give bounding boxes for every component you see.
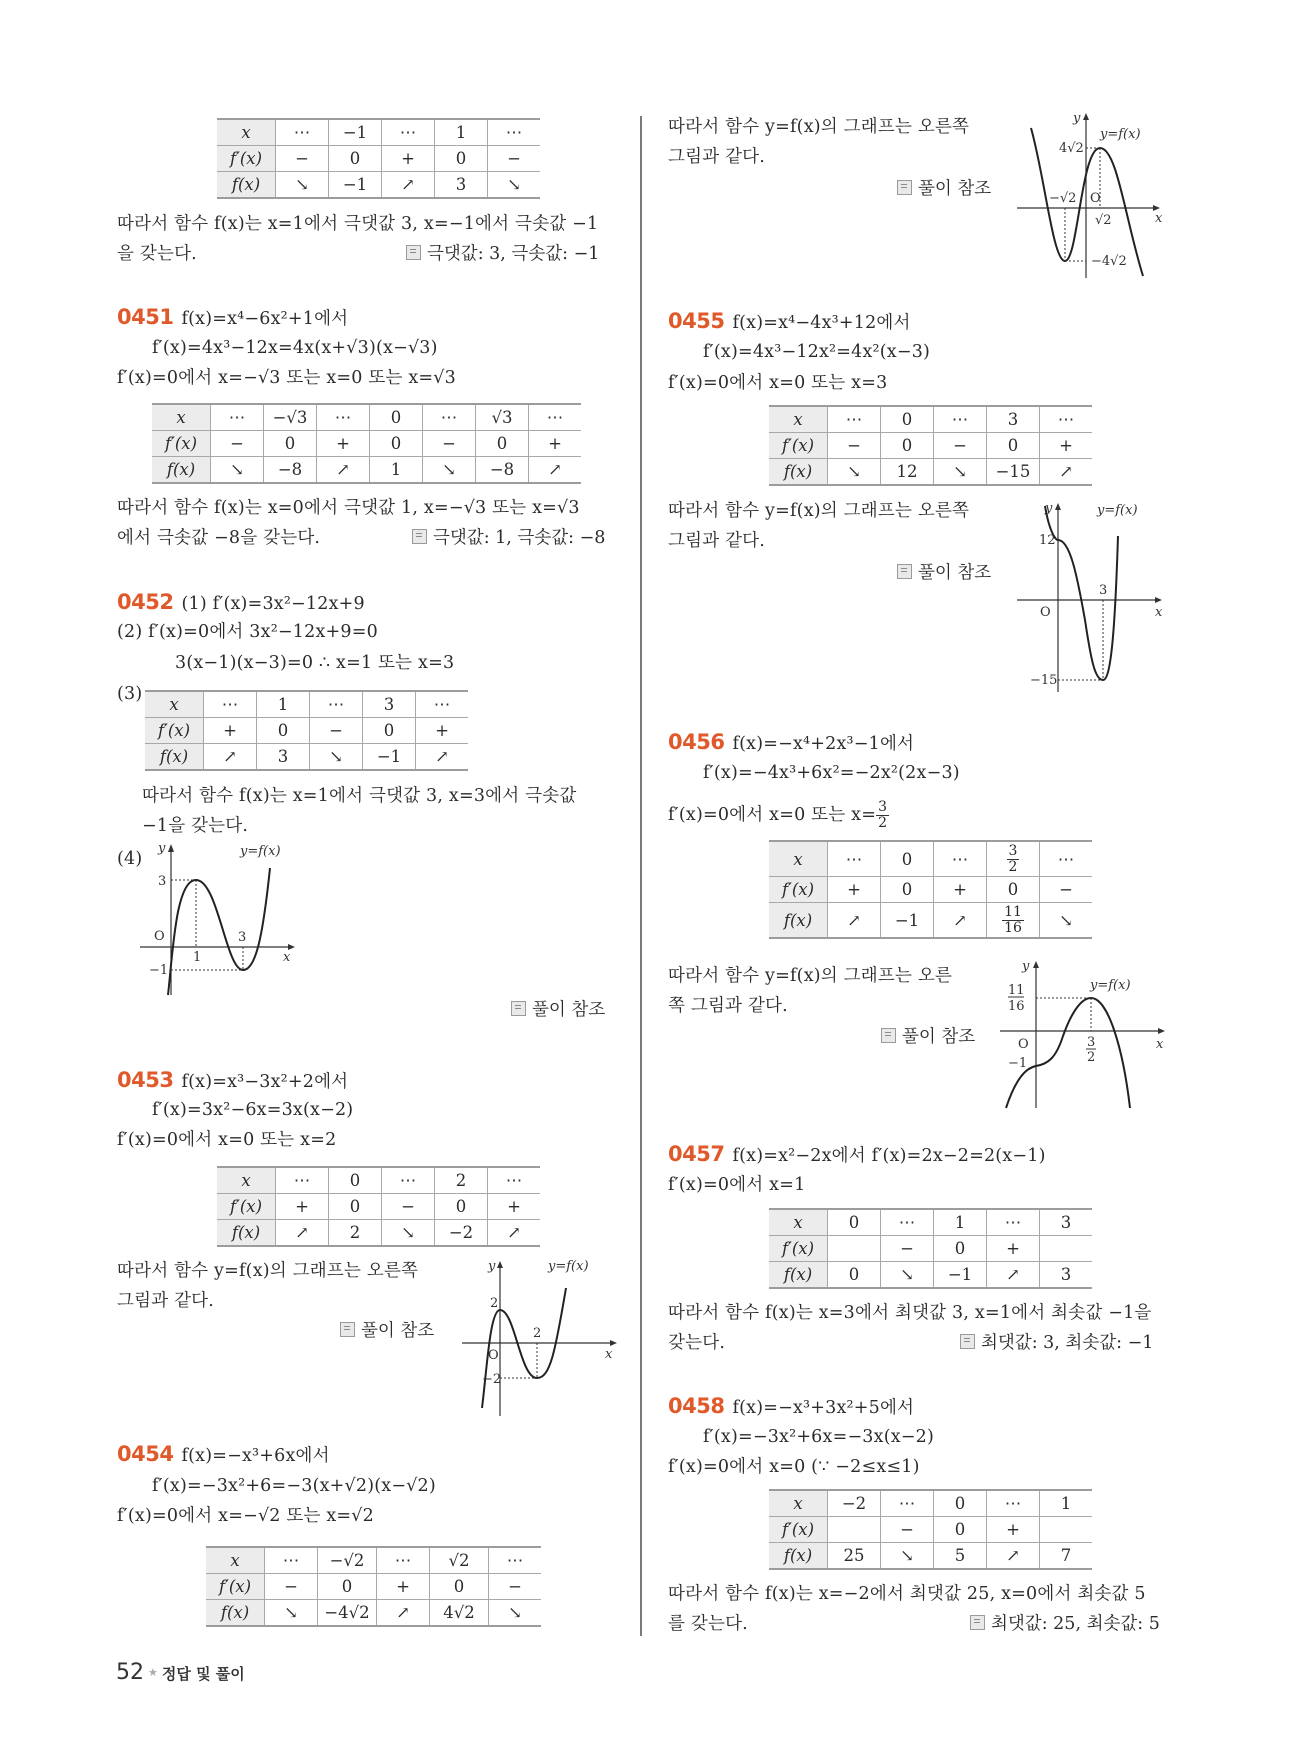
graph-0456 [998, 958, 1168, 1113]
conclusion-text: 쪽 그림과 같다. [668, 996, 788, 1016]
graph-0454 [1015, 108, 1165, 283]
conclusion-text: 갖는다. [668, 1333, 726, 1353]
conclusion-text: 그림과 같다. [668, 147, 766, 167]
problem-0455-header: 0455 f(x)=x⁴−4x³+12에서 [668, 309, 911, 333]
answer-0455: 풀이 참조 [897, 562, 991, 584]
fraction-cell: $\frac{11}{16}$ [987, 903, 1040, 939]
variation-table-0451: x ⋯ −√3 ⋯ 0 ⋯ √3 ⋯ f′(x) − 0 + 0 − 0 + f(x) ↘ −8 ↗ 1 ↘ −8 ↗ [152, 403, 581, 484]
answer-0457: 최댓값: 3, 최솟값: −1 [960, 1332, 1153, 1354]
variation-table-0453: x ⋯ 0 ⋯ 2 ⋯ f′(x) + 0 − 0 + f(x) ↗ 2 ↘ −2 ↗ [217, 1166, 540, 1247]
svg-text:x: x [283, 950, 291, 965]
svg-text:O: O [488, 1348, 499, 1363]
svg-text:y: y [1045, 501, 1053, 516]
answer-0456: 풀이 참조 [881, 1026, 975, 1048]
answer-0450: 극댓값: 3, 극솟값: −1 [406, 243, 599, 265]
equation-line: (2) f′(x)=0에서 3x²−12x+9=0 [117, 622, 378, 642]
critical-points-line: f′(x)=0에서 x=−√2 또는 x=√2 [117, 1506, 374, 1526]
critical-points-line: f′(x)=0에서 x=0 또는 x=2 [117, 1130, 337, 1150]
critical-points-line: f′(x)=0에서 x=0 또는 x=3 [668, 373, 888, 393]
answer-0452: 풀이 참조 [511, 999, 605, 1021]
conclusion-text: −1을 갖는다. [142, 816, 249, 836]
svg-text:y: y [1022, 959, 1030, 974]
svg-text:−1: −1 [149, 963, 169, 978]
svg-text:11: 11 [1008, 983, 1025, 998]
page-footer [116, 1660, 245, 1685]
problem-number: 0455 [668, 309, 725, 333]
problem-0457-header: 0457 f(x)=x²−2x에서 f′(x)=2x−2=2(x−1) [668, 1142, 1046, 1166]
problem-number: 0458 [668, 1394, 725, 1418]
problem-number: 0456 [668, 730, 725, 754]
answer-icon [881, 1028, 896, 1043]
derivative-line: f′(x)=3x²−6x=3x(x−2) [152, 1100, 354, 1120]
svg-text:4√2: 4√2 [1059, 141, 1084, 156]
svg-text:y=f(x): y=f(x) [548, 1259, 589, 1274]
conclusion-text: 을 갖는다. [117, 244, 197, 264]
svg-text:x: x [1155, 211, 1163, 226]
svg-text:16: 16 [1008, 999, 1025, 1014]
conclusion-text: 따라서 함수 f(x)는 x=1에서 극댓값 3, x=3에서 극솟값 [142, 786, 577, 806]
conclusion-text: 따라서 함수 f(x)는 x=0에서 극댓값 1, x=−√3 또는 x=√3 [117, 498, 580, 518]
page-number: 52 [116, 1660, 144, 1685]
conclusion-text: 따라서 함수 f(x)는 x=1에서 극댓값 3, x=−1에서 극솟값 −1 [117, 214, 599, 234]
answer-icon [897, 180, 912, 195]
fraction: $\frac{3}{2}$ [878, 799, 888, 831]
svg-text:3: 3 [158, 874, 167, 889]
answer-icon [406, 245, 421, 260]
svg-text:√2: √2 [1095, 213, 1112, 228]
conclusion-text: 따라서 함수 y=f(x)의 그래프는 오른 [668, 966, 953, 986]
svg-text:y: y [158, 841, 166, 856]
svg-text:2: 2 [1087, 1050, 1096, 1065]
derivative-line: f′(x)=−3x²+6x=−3x(x−2) [703, 1427, 935, 1447]
critical-points-line: f′(x)=0에서 x=1 [668, 1175, 806, 1195]
svg-text:12: 12 [1039, 533, 1056, 548]
svg-text:x: x [605, 1347, 613, 1362]
problem-number: 0453 [117, 1068, 174, 1092]
problem-0458-header: 0458 f(x)=−x³+3x²+5에서 [668, 1394, 915, 1418]
graph-0453 [460, 1258, 620, 1418]
answer-icon [340, 1322, 355, 1337]
problem-0452-header: 0452 (1) f′(x)=3x²−12x+9 [117, 590, 365, 614]
derivative-line: f′(x)=−4x³+6x²=−2x²(2x−3) [703, 763, 960, 783]
svg-text:y=f(x): y=f(x) [240, 844, 281, 859]
graph-0455 [1015, 500, 1165, 695]
variation-table-0450: x ⋯ −1 ⋯ 1 ⋯ f′(x) − 0 + 0 − f(x) ↘ −1 ↗ 3 ↘ [217, 118, 540, 199]
svg-text:x: x [1155, 605, 1163, 620]
problem-number: 0451 [117, 305, 174, 329]
svg-text:3: 3 [238, 930, 247, 945]
variation-table-0458: x −2 ⋯ 0 ⋯ 1 f′(x) − 0 + f(x) 25 ↘ 5 ↗ 7 [769, 1489, 1092, 1570]
conclusion-text: 따라서 함수 f(x)는 x=3에서 최댓값 3, x=1에서 최솟값 −1을 [668, 1303, 1152, 1323]
fraction-cell: $\frac{3}{2}$ [987, 841, 1040, 877]
problem-number: 0454 [117, 1442, 174, 1466]
answer-icon [897, 564, 912, 579]
problem-0454-header: 0454 f(x)=−x³+6x에서 [117, 1442, 330, 1466]
svg-text:2: 2 [533, 1326, 542, 1341]
derivative-line: f′(x)=4x³−12x=4x(x+√3)(x−√3) [152, 338, 438, 358]
problem-0453-header: 0453 f(x)=x³−3x²+2에서 [117, 1068, 349, 1092]
conclusion-text: 따라서 함수 y=f(x)의 그래프는 오른쪽 [117, 1261, 419, 1281]
part-label: (3) [117, 684, 143, 704]
answer-0451: 극댓값: 1, 극솟값: −8 [412, 527, 605, 549]
variation-table-0455: x ⋯ 0 ⋯ 3 ⋯ f′(x) − 0 − 0 + f(x) ↘ 12 ↘ −15 ↗ [769, 405, 1092, 486]
problem-0456-header: 0456 f(x)=−x⁴+2x³−1에서 [668, 730, 915, 754]
critical-points-line: f′(x)=0에서 x=0 (∵ −2≤x≤1) [668, 1457, 920, 1477]
svg-text:3: 3 [1087, 1035, 1096, 1050]
variation-table-0457: x 0 ⋯ 1 ⋯ 3 f′(x) − 0 + f(x) 0 ↘ −1 ↗ 3 [769, 1208, 1092, 1289]
derivative-line: f′(x)=4x³−12x²=4x²(x−3) [703, 342, 931, 362]
svg-text:−4√2: −4√2 [1091, 254, 1127, 269]
critical-points-line: f′(x)=0에서 x=0 또는 x= $\frac{3}{2}$ [668, 799, 888, 831]
conclusion-text: 그림과 같다. [117, 1291, 215, 1311]
conclusion-text: 따라서 함수 y=f(x)의 그래프는 오른쪽 [668, 117, 970, 137]
problem-number: 0452 [117, 590, 174, 614]
part-label: (4) [117, 849, 143, 869]
star-icon: ★ [148, 1666, 158, 1679]
conclusion-text: 에서 극솟값 −8을 갖는다. [117, 528, 321, 548]
graph-0452 [138, 840, 298, 1000]
problem-0451-header: 0451 f(x)=x⁴−6x²+1에서 [117, 305, 349, 329]
answer-0458: 최댓값: 25, 최솟값: 5 [970, 1613, 1160, 1635]
answer-icon [412, 529, 427, 544]
answer-icon [970, 1615, 985, 1630]
svg-text:O: O [1018, 1037, 1029, 1052]
svg-text:y=f(x): y=f(x) [1090, 978, 1131, 993]
svg-text:−15: −15 [1030, 673, 1058, 688]
section-title: 정답 및 풀이 [161, 1665, 245, 1683]
svg-text:2: 2 [490, 1296, 499, 1311]
svg-text:O: O [154, 929, 165, 944]
variation-table-0456: x ⋯ 0 ⋯ $\frac{3}{2}$ ⋯ f′(x) + 0 + 0 − f(x) ↗ −1 ↗ $\frac{11}{16}$ ↘ [769, 840, 1092, 939]
svg-text:−1: −1 [1008, 1056, 1028, 1071]
svg-text:O: O [1040, 605, 1051, 620]
svg-text:1: 1 [193, 950, 202, 965]
svg-text:x: x [1156, 1037, 1164, 1052]
answer-0453: 풀이 참조 [340, 1320, 434, 1342]
conclusion-text: 를 갖는다. [668, 1614, 748, 1634]
variation-table-0454: x ⋯ −√2 ⋯ √2 ⋯ f′(x) − 0 + 0 − f(x) ↘ −4√2 ↗ 4√2 ↘ [206, 1546, 541, 1627]
column-divider [640, 116, 642, 1636]
svg-text:−√2: −√2 [1049, 191, 1077, 206]
derivative-line: f′(x)=−3x²+6=−3(x+√2)(x−√2) [152, 1476, 436, 1496]
svg-text:O: O [1090, 191, 1101, 206]
conclusion-text: 따라서 함수 y=f(x)의 그래프는 오른쪽 [668, 501, 970, 521]
svg-text:y: y [1073, 111, 1081, 126]
svg-text:y=f(x): y=f(x) [1097, 503, 1138, 518]
svg-text:y: y [488, 1259, 496, 1274]
svg-text:y=f(x): y=f(x) [1100, 127, 1141, 142]
critical-points-line: f′(x)=0에서 x=−√3 또는 x=0 또는 x=√3 [117, 368, 456, 388]
problem-number: 0457 [668, 1142, 725, 1166]
svg-text:3: 3 [1099, 583, 1108, 598]
conclusion-text: 따라서 함수 f(x)는 x=−2에서 최댓값 25, x=0에서 최솟값 5 [668, 1584, 1146, 1604]
answer-0454: 풀이 참조 [897, 178, 991, 200]
equation-line: 3(x−1)(x−3)=0 ∴ x=1 또는 x=3 [175, 653, 455, 673]
answer-icon [960, 1334, 975, 1349]
svg-text:−2: −2 [482, 1372, 502, 1387]
variation-table-0452: x ⋯ 1 ⋯ 3 ⋯ f′(x) + 0 − 0 + f(x) ↗ 3 ↘ −1 ↗ [145, 690, 468, 771]
conclusion-text: 그림과 같다. [668, 531, 766, 551]
answer-icon [511, 1001, 526, 1016]
